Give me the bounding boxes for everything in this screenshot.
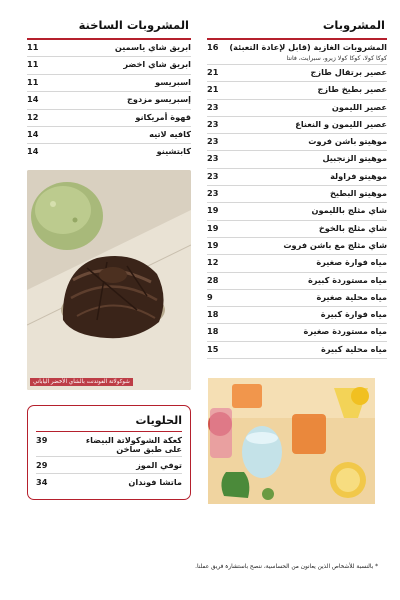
dessert-photo (27, 170, 191, 390)
item-name: مياه مستوردة صغيرة (303, 326, 387, 337)
item-price: 23 (207, 118, 219, 129)
item-name: مياه محلية كبيرة (320, 343, 387, 354)
item-price: 23 (207, 153, 219, 164)
item-name: كابتشينو (156, 146, 191, 157)
dessert-photo-caption: شوكولاتة الفوندنت بالشاي الأخضر الياباني (30, 378, 133, 386)
list-item (27, 40, 191, 57)
list-item (207, 324, 387, 341)
item-name: كافيه لاتيه (149, 128, 191, 139)
item-name: مياه فوارة كبيرة (320, 309, 387, 320)
item-price: 18 (207, 309, 219, 320)
list-item (207, 186, 387, 203)
list-item (207, 273, 387, 290)
drinks-list (207, 40, 387, 359)
item-name: موهيتو البطيخ (330, 188, 387, 199)
list-item (36, 474, 182, 490)
list-item (207, 238, 387, 255)
item-price: 23 (207, 188, 219, 199)
dessert-illustration (27, 170, 191, 390)
item-price: 23 (207, 136, 219, 147)
item-name: مياه محلية صغيرة (316, 291, 387, 302)
hot-drinks-list (27, 40, 191, 161)
item-price: 11 (27, 42, 39, 52)
item-name: ماتشا فوندان (128, 476, 182, 487)
item-name: مياه فوارة صغيرة (316, 257, 387, 268)
item-price: 12 (207, 257, 219, 268)
hot-drinks-section (27, 12, 191, 161)
hot-drinks-title: المشروبات الساخنة (27, 12, 191, 40)
list-item (27, 144, 191, 160)
item-subtitle: كوكا كولا، كوكا كولا زيرو، سبرايت، فانتا (286, 54, 387, 62)
item-price: 29 (36, 460, 48, 471)
list-item (207, 221, 387, 238)
item-price: 21 (207, 84, 219, 95)
item-price: 14 (27, 146, 39, 157)
item-name: موهيتو فراولة (330, 170, 387, 181)
list-item (207, 134, 387, 151)
item-name: اسبريسو (155, 76, 191, 87)
item-name: ابريق شاي اخضر (123, 59, 191, 70)
item-name: عصير الليمون (331, 101, 387, 112)
item-price: 9 (207, 291, 213, 302)
item-name: كعكة الشوكولاتة البيضاء على طبق ساخن (85, 435, 182, 454)
list-item (207, 117, 387, 134)
list-item (207, 169, 387, 186)
item-name: توفي الموز (136, 460, 182, 471)
list-item (207, 100, 387, 117)
item-name: عصير برتقال طازج (310, 67, 387, 77)
list-item (207, 290, 387, 307)
item-name: ابريق شاي ياسمين (114, 42, 191, 52)
list-item (27, 75, 191, 92)
item-name: شاي مثلج بالخوخ (318, 222, 387, 233)
list-item (207, 342, 387, 359)
drinks-illustration (208, 378, 375, 504)
item-price: 39 (36, 435, 48, 445)
item-name: قهوة أمريكانو (135, 111, 191, 122)
item-price: 12 (27, 111, 39, 122)
list-item (207, 255, 387, 272)
item-price: 23 (207, 170, 219, 181)
list-item (207, 203, 387, 220)
list-item (207, 82, 387, 99)
item-name: مياه مستوردة كبيرة (307, 274, 387, 285)
desserts-list (36, 432, 182, 489)
item-price: 34 (36, 476, 48, 487)
item-price: 14 (27, 128, 39, 139)
list-item (27, 110, 191, 127)
item-price: 28 (207, 274, 219, 285)
allergy-footnote: * بالنسبة للأشخاص الذين يعانون من الحساسية، ننصح باستشارة فريق عملنا. (195, 564, 378, 570)
item-name: إسبريسو مزدوج (126, 94, 191, 105)
item-price: 21 (207, 67, 219, 77)
item-name (225, 43, 387, 62)
item-price: 18 (207, 326, 219, 337)
desserts-section (27, 405, 191, 500)
item-price: 11 (27, 59, 39, 70)
item-price: 15 (207, 343, 219, 354)
list-item (27, 127, 191, 144)
item-price: 23 (207, 101, 219, 112)
item-name-text: المشروبات الغازية (قابل لإعادة التعبئة) (229, 42, 387, 52)
drinks-title: المشروبات (207, 12, 387, 40)
item-price: 14 (27, 94, 39, 105)
item-price: 16 (207, 42, 219, 52)
item-name: شاي مثلج بالليمون (311, 205, 387, 216)
list-item (27, 92, 191, 109)
list-item (207, 65, 387, 82)
desserts-title: الحلويات (36, 410, 182, 432)
item-name: عصير الليمون و النعناع (295, 118, 387, 129)
drinks-photo (208, 378, 375, 504)
item-price: 19 (207, 239, 219, 250)
list-item (207, 307, 387, 324)
item-name: شاي مثلج مع باشن فروت (283, 239, 387, 250)
item-name: موهيتو باشن فروت (308, 136, 387, 147)
list-item (36, 457, 182, 474)
item-price: 19 (207, 222, 219, 233)
list-item (207, 40, 387, 65)
item-name: عصير بطيخ طازج (317, 84, 387, 95)
list-item (207, 151, 387, 168)
item-name: موهيتو الزنجبيل (322, 153, 387, 164)
item-price: 19 (207, 205, 219, 216)
item-price: 11 (27, 76, 39, 87)
list-item (27, 57, 191, 74)
list-item (36, 432, 182, 457)
drinks-section (207, 12, 387, 359)
